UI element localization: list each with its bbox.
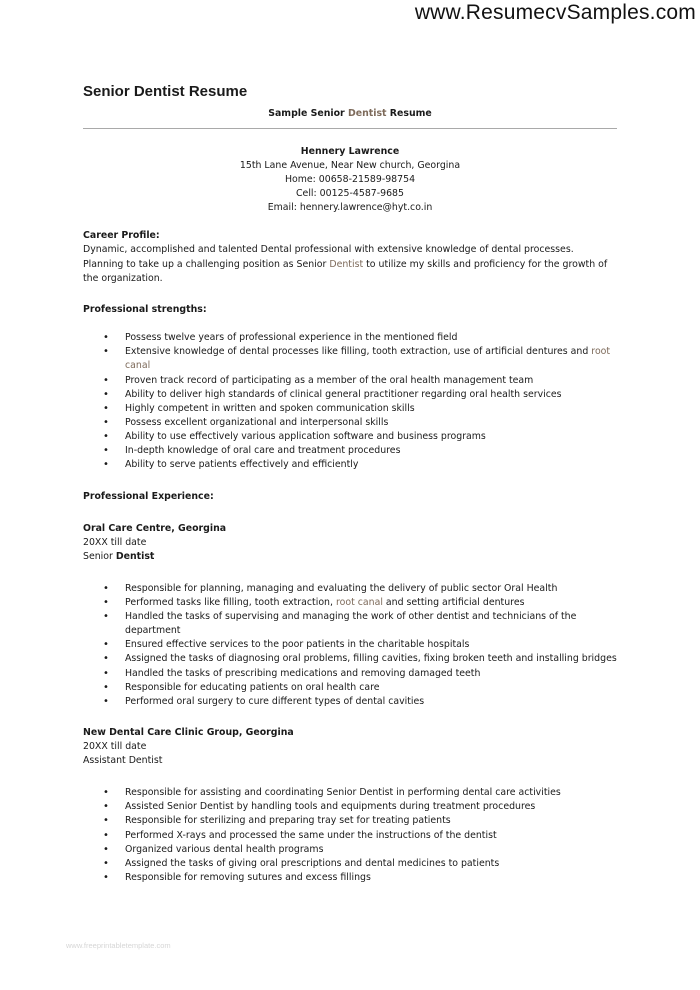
experience-heading: Professional Experience: <box>83 490 214 502</box>
list-item: • Assigned the tasks of giving oral prescriptions and dental medicines to patients <box>83 857 617 871</box>
document-title: Senior Dentist Resume <box>83 83 248 100</box>
document-subtitle <box>83 107 617 121</box>
experience-section <box>83 490 617 886</box>
job-1-dates: 20XX till date <box>83 536 147 548</box>
list-item: • Proven track record of participating as a member of the oral health management team <box>83 374 617 388</box>
list-item: • Performed X-rays and processed the same under the instructions of the dentist <box>83 829 617 843</box>
job-2-duties <box>83 786 617 885</box>
list-item-text-post: and setting artificial dentures <box>382 596 525 608</box>
list-item: • Ability to deliver high standards of clinical general practitioner regarding oral health services <box>83 388 617 402</box>
job-2-company: New Dental Care Clinic Group, Georgina <box>83 727 294 739</box>
job-2-dates: 20XX till date <box>83 741 147 753</box>
job-2 <box>83 726 617 885</box>
job-1 <box>83 522 617 709</box>
list-item-keyword: root canal <box>335 596 383 608</box>
list-item: • Responsible for sterilizing and preparing tray set for treating patients <box>83 814 617 828</box>
list-item: • Ability to serve patients effectively and efficiently <box>83 458 617 472</box>
job-1-role <box>83 550 617 564</box>
site-url: www.ResumecvSamples.com <box>414 1 696 24</box>
job-2-role: Assistant Dentist <box>83 755 163 767</box>
strengths-section <box>83 303 617 473</box>
list-item: • Responsible for assisting and coordinating Senior Dentist in performing dental care activities <box>83 786 617 800</box>
list-item: • Assigned the tasks of diagnosing oral problems, filling cavities, fixing broken teeth and installing bridges <box>83 652 617 666</box>
list-item: • Ability to use effectively various application software and business programs <box>83 430 617 444</box>
career-profile-section <box>83 229 617 286</box>
career-line-2-keyword: Dentist <box>329 258 364 270</box>
list-item-text: Extensive knowledge of dental processes like filling, tooth extraction, use of artificial dentures and <box>125 346 592 358</box>
list-item: • Possess twelve years of professional experience in the mentioned field <box>83 331 617 345</box>
list-item: • Responsible for planning, managing and evaluating the delivery of public sector Oral Health <box>83 582 617 596</box>
list-item: • Possess excellent organizational and interpersonal skills <box>83 416 617 430</box>
list-item: • Responsible for educating patients on oral health care <box>83 681 617 695</box>
list-item <box>83 345 617 373</box>
strengths-heading: Professional strengths: <box>83 304 207 316</box>
contact-block <box>83 145 617 215</box>
subtitle-pre: Sample Senior <box>268 108 348 119</box>
career-profile-heading: Career Profile: <box>83 230 160 242</box>
list-item-keyword: root canal <box>125 346 611 372</box>
career-line-3: the organization. <box>83 272 163 284</box>
job-1-company: Oral Care Centre, Georgina <box>83 522 227 534</box>
list-item: • Responsible for removing sutures and excess fillings <box>83 871 617 885</box>
list-item: • Assisted Senior Dentist by handling tools and equipments during treatment procedures <box>83 800 617 814</box>
contact-home-phone: Home: 00658-21589-98754 <box>284 174 416 186</box>
list-item: • Organized various dental health programs <box>83 843 617 857</box>
strengths-list <box>83 331 617 473</box>
contact-cell-phone: Cell: 00125-4587-9685 <box>296 188 404 200</box>
resume-page <box>83 82 617 885</box>
career-line-2 <box>83 258 617 272</box>
watermark: www.freeprintabletemplate.com <box>66 941 171 950</box>
contact-email: Email: hennery.lawrence@hyt.co.in <box>267 202 433 214</box>
subtitle-post: Resume <box>386 108 432 119</box>
contact-name: Hennery Lawrence <box>300 146 400 157</box>
title-divider <box>83 128 617 129</box>
job-1-role-pre: Senior <box>83 550 116 562</box>
list-item: • In-depth knowledge of oral care and treatment procedures <box>83 444 617 458</box>
list-item <box>83 596 617 610</box>
job-1-role-keyword: Dentist <box>115 550 155 562</box>
career-line-2-pre: Planning to take up a challenging position as Senior <box>83 258 330 270</box>
list-item: • Ensured effective services to the poor patients in the charitable hospitals <box>83 638 617 652</box>
list-item: • Handled the tasks of prescribing medications and removing damaged teeth <box>83 667 617 681</box>
list-item: • Performed oral surgery to cure different types of dental cavities <box>83 695 617 709</box>
list-item: • Highly competent in written and spoken communication skills <box>83 402 617 416</box>
career-line-2-post: to utilize my skills and proficiency for the growth of <box>363 258 608 270</box>
job-1-duties <box>83 582 617 709</box>
list-item-text: Performed tasks like filling, tooth extraction, <box>125 596 336 608</box>
career-line-1: Dynamic, accomplished and talented Dental professional with extensive knowledge of dental processes. <box>83 244 574 256</box>
subtitle-keyword: Dentist <box>347 108 387 119</box>
career-profile-text <box>83 243 617 286</box>
list-item: • Handled the tasks of supervising and managing the work of other dentist and technicians of the department <box>83 610 617 638</box>
contact-address: 15th Lane Avenue, Near New church, Georgina <box>239 160 461 172</box>
